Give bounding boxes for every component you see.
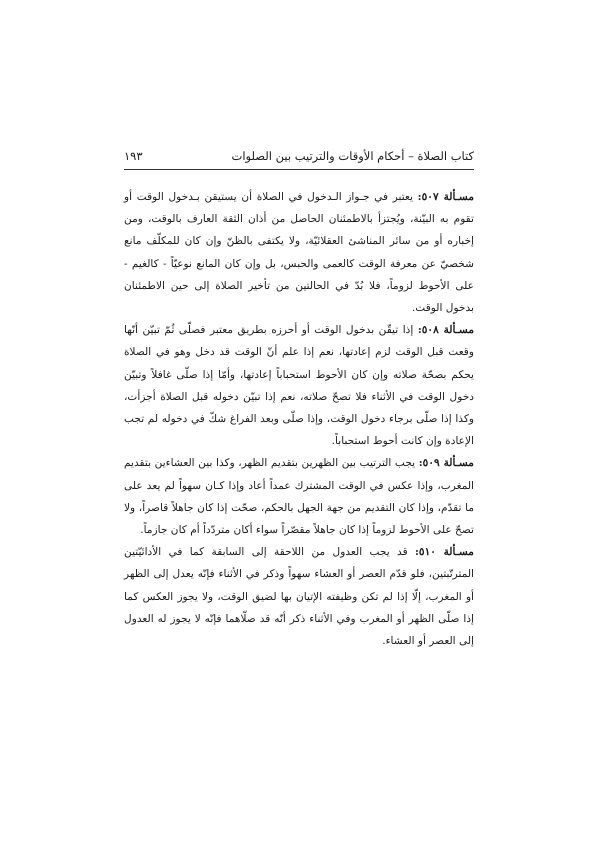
issue-507-paragraph (124, 186, 474, 319)
running-header (124, 148, 474, 170)
issue-508-paragraph (124, 319, 474, 452)
issue-509-paragraph (124, 452, 474, 541)
issue-507-text: يعتبر في جـواز الـدخول في الصلاة أن يستيقن بـدخول الوقت أو تقوم به البيّنة، ويُجتزأ بالاطمئنان الحاصل من أذان الثقة العارف بالوقت، ومن إخباره أو من سائر المناشئ العقلائيّة، ولا يكتفى بالظنّ وإن كان للمكلّف مانع شخصيّ عن معرفة الوقت كالعمى والحبس، بل وإن كان المانع نوعيّاً - كالغيم - على الأحوط لزوماً، فلا بُدّ في الحالتين من تأخير الصلاة إلى حين الاطمئنان بدخول الوقت. (124, 191, 474, 315)
issue-510-paragraph (124, 541, 474, 652)
issue-508-text: إذا تيقّن بدخول الوقت أو أحرزه بطريق معتبر فصلّى ثُمّ تبيّن أنّها وقعت قبل الوقت لزم إعادتها، نعم إذا علم أنّ الوقت قد دخل وهو في الصلاة يحكم بصحّة صلاته وإن كان الأحوط استحباباً إعادتها، وأمّا إذا صلّى غافلاً وتبيّن دخول الوقت في الأثناء فلا تصحّ صلاته، نعم إذا تبيّن دخوله قبل الصلاة أجزأت، وكذا إذا صلّى برجاء دخول الوقت، وإذا صلّى وبعد الفراغ شكّ في دخوله لم تجب الإعادة وإن كانت أحوط استحباباً. (124, 324, 474, 448)
issue-509-label: مسـألة ٥٠٩: (418, 457, 474, 470)
book-page (124, 148, 474, 652)
issue-509-text: يجب الترتيب بين الظهرين بتقديم الظهر، وكذا بين العشاءين بتقديم المغرب، وإذا عكس في الوقت المشترك عمداً أعاد وإذا كـان سهواً لم يعد على ما تقدّم، وإذا كان التقديم من جهة الجهل بالحكم، صحّت إذا كان جاهلاً قاصراً، ولا تصحّ على الأحوط لزوماً إذا كان جاهلاً مقصّراً سواء أكان متردّداً أم كان جازماً. (124, 457, 474, 537)
issue-508-label: مسـألة ٥٠٨: (417, 324, 474, 337)
issue-510-label: مسـألة ٥١٠: (414, 546, 474, 559)
header-title: كتاب الصلاة – أحكام الأوقات والترتيب بين الصلوات (231, 149, 474, 163)
issue-507-label: مسـألة ٥٠٧: (417, 191, 474, 203)
issue-510-text: قد يجب العدول من اللاحقة إلى السابقة كما في الأدائيّتين المترتّبتين، فلو قدّم العصر أو العشاء سهواً وذكر في الأثناء فإنّه يعدل إلى الظهر أو المغرب، إلّا إذا لم تكن وظيفته الإتيان بها لضيق الوقت، ولا يجوز العكس كما إذا صلّى الظهر أو المغرب وفي الأثناء ذكر أنّه قد صلّاهما فإنّه لا يجوز له العدول إلى العصر أو العشاء. (124, 546, 474, 648)
page-body (124, 186, 474, 652)
page-number: ١٩٣ (124, 149, 143, 163)
